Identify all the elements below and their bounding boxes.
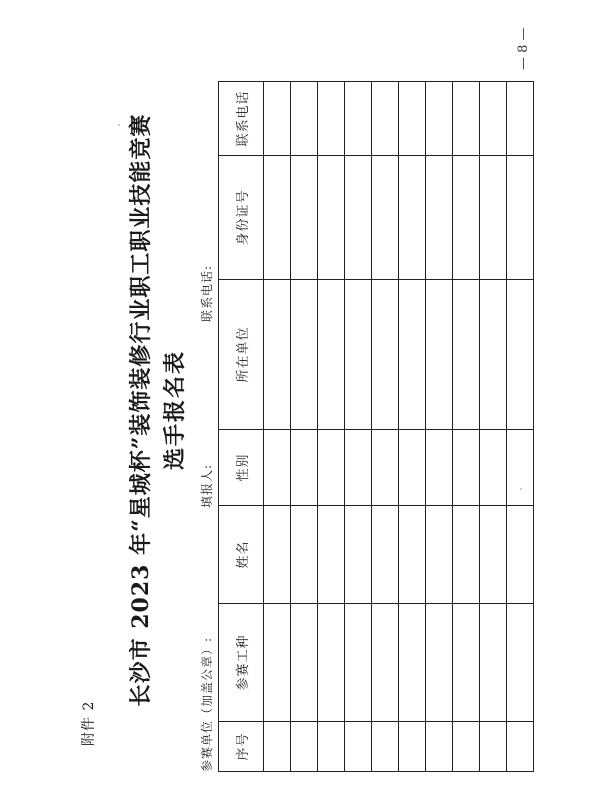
table-row	[372, 82, 399, 772]
table-cell	[507, 280, 534, 430]
table-cell	[345, 430, 372, 506]
table-row	[318, 82, 345, 772]
table-cell	[291, 722, 318, 772]
table-cell	[318, 156, 345, 280]
table-cell	[453, 722, 480, 772]
registration-table	[218, 81, 534, 772]
page-number: — 8 —	[516, 27, 531, 70]
table-cell	[399, 156, 426, 280]
table-cell	[399, 82, 426, 156]
header-work-type: 参赛工种	[219, 604, 264, 722]
table-cell	[480, 82, 507, 156]
table-cell	[507, 722, 534, 772]
table-row	[453, 82, 480, 772]
table-cell	[372, 722, 399, 772]
table-cell	[453, 506, 480, 604]
table-cell	[480, 604, 507, 722]
table-cell	[480, 430, 507, 506]
table-cell	[372, 156, 399, 280]
table-row	[264, 82, 291, 772]
table-cell	[372, 280, 399, 430]
table-cell	[426, 156, 453, 280]
table-cell	[372, 82, 399, 156]
table-cell	[291, 156, 318, 280]
table-cell	[453, 280, 480, 430]
table-cell	[264, 156, 291, 280]
table-cell	[318, 430, 345, 506]
table-cell	[399, 506, 426, 604]
table-cell	[345, 280, 372, 430]
header-name: 姓名	[219, 506, 264, 604]
table-cell	[318, 604, 345, 722]
table-cell	[507, 156, 534, 280]
table-cell	[291, 430, 318, 506]
phone-label: 联系电话:	[200, 264, 214, 322]
table-row	[399, 82, 426, 772]
table-cell	[345, 722, 372, 772]
table-cell	[399, 722, 426, 772]
table-cell	[426, 506, 453, 604]
scan-speck	[118, 124, 120, 126]
table-row	[345, 82, 372, 772]
header-employer: 所在单位	[219, 280, 264, 430]
table-cell	[372, 430, 399, 506]
scan-speck	[520, 488, 522, 490]
table-row	[480, 82, 507, 772]
header-phone: 联系电话	[219, 82, 264, 156]
table-cell	[399, 604, 426, 722]
table-cell	[453, 604, 480, 722]
table-cell	[318, 506, 345, 604]
table-cell	[264, 722, 291, 772]
unit-label: 参赛单位（加盖公章）:	[200, 636, 214, 772]
table-cell	[453, 430, 480, 506]
table-row	[291, 82, 318, 772]
attachment-label: 附件 2	[81, 700, 97, 746]
table-cell	[345, 156, 372, 280]
table-header-row	[219, 82, 264, 772]
table-cell	[291, 82, 318, 156]
table-cell	[372, 604, 399, 722]
table-row	[507, 82, 534, 772]
table-cell	[264, 280, 291, 430]
table-cell	[291, 604, 318, 722]
table-cell	[507, 604, 534, 722]
table-row	[426, 82, 453, 772]
table-cell	[426, 82, 453, 156]
table-cell	[480, 506, 507, 604]
table-cell	[372, 506, 399, 604]
table-cell	[426, 430, 453, 506]
table-cell	[318, 280, 345, 430]
table-cell	[264, 506, 291, 604]
table-cell	[264, 430, 291, 506]
table-cell	[480, 280, 507, 430]
table-cell	[318, 82, 345, 156]
table-cell	[507, 82, 534, 156]
table-cell	[453, 156, 480, 280]
document-title: 长沙市 2023 年“星城杯”装饰装修行业职工职业技能竞赛	[128, 113, 154, 707]
table-cell	[426, 280, 453, 430]
table-cell	[345, 82, 372, 156]
table-cell	[345, 604, 372, 722]
table-cell	[264, 82, 291, 156]
table-body	[264, 82, 534, 772]
filler-label: 填报人:	[200, 463, 214, 508]
table-cell	[507, 430, 534, 506]
table-cell	[291, 280, 318, 430]
table-cell	[264, 604, 291, 722]
table-cell	[399, 280, 426, 430]
table-cell	[318, 722, 345, 772]
document-subtitle: 选手报名表	[162, 350, 188, 471]
table-cell	[426, 722, 453, 772]
table-cell	[453, 82, 480, 156]
table-cell	[291, 506, 318, 604]
table-cell	[480, 156, 507, 280]
table-cell	[480, 722, 507, 772]
table-cell	[507, 506, 534, 604]
table-cell	[345, 506, 372, 604]
header-id-number: 身份证号	[219, 156, 264, 280]
table-cell	[426, 604, 453, 722]
header-gender: 性别	[219, 430, 264, 506]
table-cell	[399, 430, 426, 506]
header-index: 序号	[219, 722, 264, 772]
